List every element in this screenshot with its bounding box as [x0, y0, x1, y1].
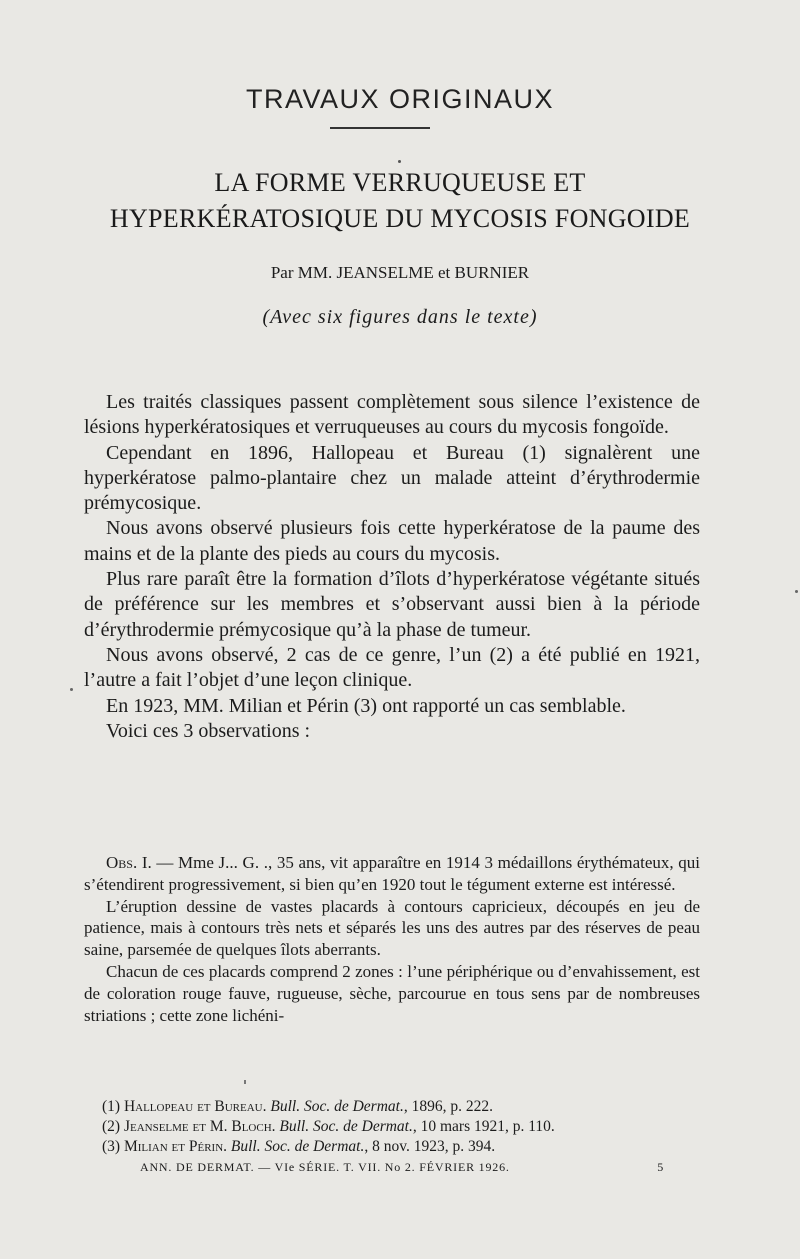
footnote-ref: , 1896, p. 222.	[403, 1098, 493, 1115]
section-title: TRAVAUX ORIGINAUX	[245, 84, 555, 114]
paragraph: En 1923, MM. Milian et Périn (3) ont rapporté un cas semblable.	[106, 694, 626, 717]
title-rule	[330, 127, 430, 129]
paragraph: Cependant en 1896, Hallopeau et Bureau (1) signalèrent une hyperkératose palmo-plantaire chez un malade atteint d’érythrodermie prémycosique.	[84, 441, 700, 515]
observation-intro: — Mme J... G. ., 35 ans, vit apparaître en 1914 3 médaillons érythémateux, qui s’étendirent progressivement, si bien qu’en 1920 tout le tégument externe est intéressé.	[84, 853, 701, 894]
paragraph: Les traités classiques passent complètement sous silence l’existence de lésions hyperkératosiques et verruqueuses au cours du mycosis fongoïde.	[84, 391, 700, 439]
footnote-authors: Hallopeau et Bureau.	[123, 1098, 267, 1115]
print-speck	[244, 1080, 246, 1084]
article-title-line-1: LA FORME VERRUQUEUSE ET	[214, 168, 586, 197]
footnote-journal: Bull. Soc. de Dermat.	[270, 1098, 404, 1115]
footnote-number: (2)	[102, 1118, 121, 1135]
footnote-journal: Bull. Soc. de Dermat.	[279, 1118, 413, 1135]
observation-paragraph	[84, 852, 700, 896]
article-title	[0, 165, 800, 237]
journal-citation: ANN. DE DERMAT. — VIe SÉRIE. T. VII. No 2. FÉVRIER 1926.	[140, 1160, 510, 1174]
footnote-authors: Milian et Périn.	[123, 1138, 228, 1155]
footnote-journal: Bull. Soc. de Dermat.	[230, 1138, 365, 1155]
paragraph: Voici ces 3 observations :	[106, 719, 311, 742]
paragraph: Plus rare paraît être la formation d’îlots d’hyperkératose végétante situés de préférence sur les membres et s’observant aussi bien à la période d’érythrodermie prémycosique qu’à la phase de tumeur.	[84, 568, 700, 641]
page-number: 5	[657, 1160, 664, 1174]
margin-speck	[70, 688, 73, 691]
footnote-authors: Jeanselme et M. Bloch.	[123, 1118, 276, 1135]
observation-paragraph: Chacun de ces placards comprend 2 zones : l’une périphérique ou d’envahissement, est de coloration rouge fauve, rugueuse, sèche, parcourue en tous sens par de nombreuses striations ; cette zone lichéni-	[84, 961, 700, 1025]
observation-paragraph: L’éruption dessine de vastes placards à contours capricieux, découpés en jeu de patience, mais à contours très nets et séparés les uns des autres par des réserves de peau saine, parsemée de quelques îlots aberrants.	[84, 896, 700, 960]
paragraph: Nous avons observé plusieurs fois cette hyperkératose de la paume des mains et de la plante des pieds au cours du mycosis.	[84, 517, 700, 565]
observation-text	[84, 852, 700, 1026]
byline: Par MM. JEANSELME et BURNIER	[270, 263, 530, 282]
footnote-number: (3)	[102, 1138, 121, 1155]
footnote	[102, 1097, 702, 1117]
footnote-ref: , 10 mars 1921, p. 110.	[412, 1118, 555, 1135]
footnote	[102, 1117, 702, 1137]
running-footer	[140, 1160, 664, 1175]
body-text	[84, 390, 700, 744]
article-title-line-2: HYPERKÉRATOSIQUE DU MYCOSIS FONGOIDE	[109, 204, 691, 233]
footnote-number: (1)	[102, 1098, 121, 1115]
subtitle: (Avec six figures dans le texte)	[262, 306, 538, 328]
margin-speck	[795, 590, 798, 593]
footnote	[102, 1137, 702, 1157]
observation-label: Obs. I.	[106, 853, 152, 872]
footnotes	[102, 1097, 702, 1157]
footnote-ref: , 8 nov. 1923, p. 394.	[364, 1138, 496, 1155]
paragraph: Nous avons observé, 2 cas de ce genre, l’un (2) a été publié en 1921, l’autre a fait l’objet d’une leçon clinique.	[84, 643, 700, 692]
print-speck	[398, 160, 401, 163]
